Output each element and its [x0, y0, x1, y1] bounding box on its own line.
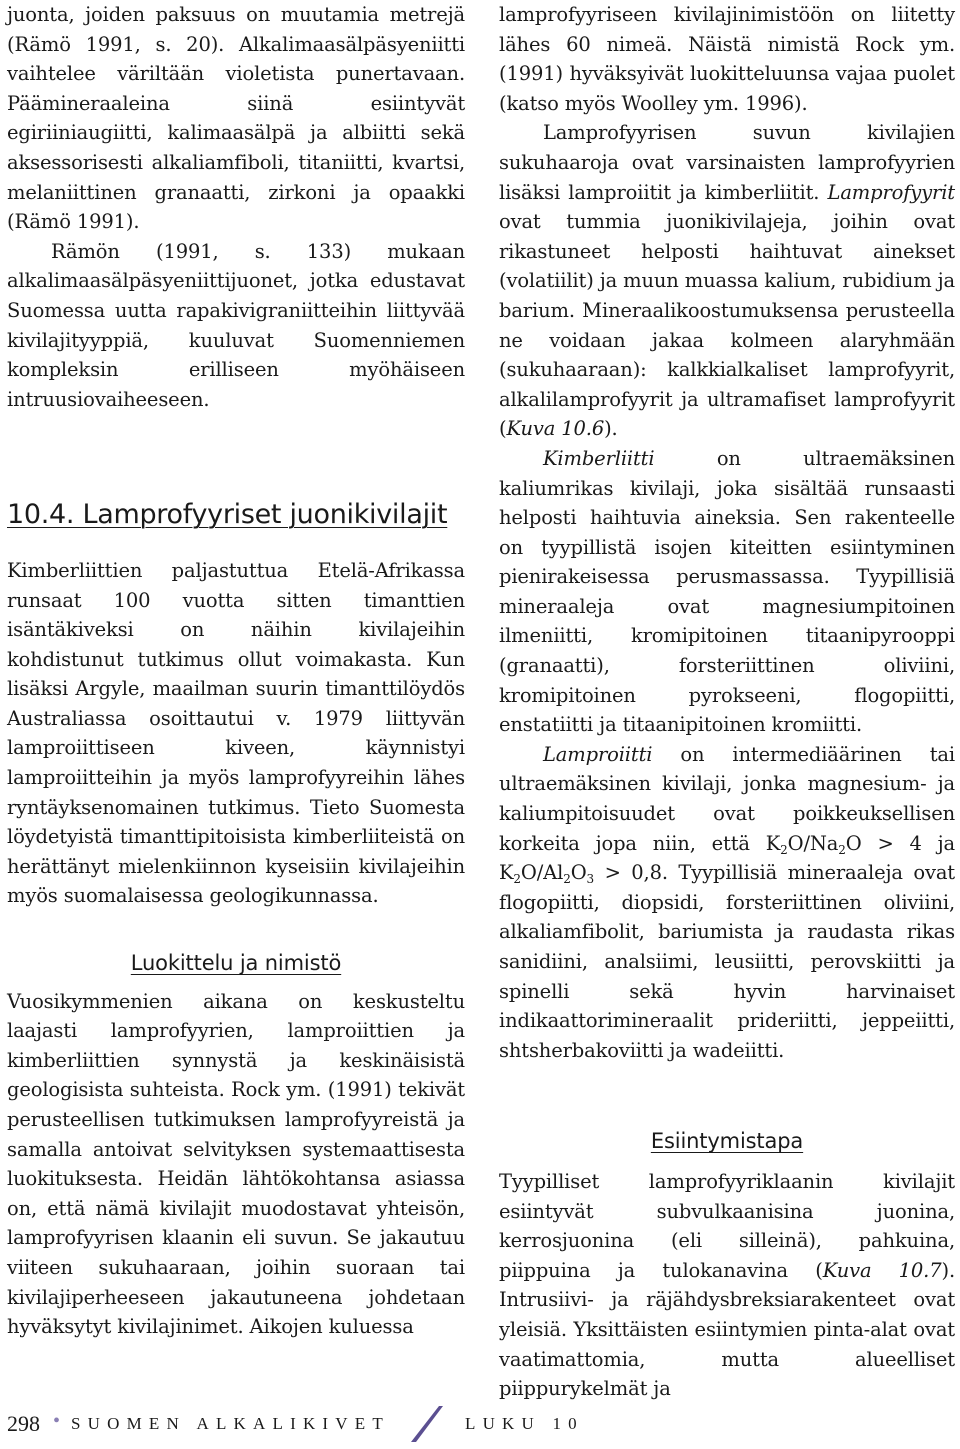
subsection-title [499, 1127, 955, 1157]
page-number: 298 [7, 1411, 40, 1436]
body-paragraph: Kimberliitti on ultraemäksinen kaliumrikas kivilaji, joka sisältää runsaasti helposti haihtuvia aineksia. Sen rakenteelle on tyypillistä isojen kiteitten esiintyminen pienirakeisessa perusmassassa. Tyypillisiä mineraaleja ovat magnesiumpitoinen ilmeniitti, kromipitoinen titaanipyrooppi (granaatti), forsteriittinen oliviini, kromipitoinen pyrokseeni, flogopiitti, enstatiitti ja titaanipitoinen kromiitti. [499, 446, 955, 737]
body-paragraph: Kimberliittien paljastuttua Etelä-Afrikassa runsaat 100 vuotta sitten timanttien isäntäkiveksi on näihin kivilajeihin kohdistunut tutkimus ollut voimakasta. Kun lisäksi Argyle, maailman suurin timanttilöydös Australiassa osoittautui v. 1979 liittyvän lamproiittiseen kiveen, käynnistyi lamproiitteihin ja myös lamprofyyreihin lähes ryntäyksenomainen tutkimus. Tieto Suomesta löydetyistä timanttipitoisista kimberliiteistä on herättänyt mielenkiinnon kyseisiin kivilajeihin myös suomalaisessa geologikunnassa. [7, 558, 465, 908]
term-italic: Kimberliitti [543, 446, 655, 470]
subsection-title-text: Luokittelu ja nimistö [130, 951, 342, 976]
page-footer [7, 1405, 607, 1445]
body-paragraph: Tyypilliset lamprofyyriklaanin kivilajit esiintyvät subvulkaanisina juonina, kerrosjuonina (eli silleinä), pahkuina, piippuina ja tulokanavina (Kuva 10.7). Intrusiivi- ja räjähdysbreksiarakenteet ovat yleisiä. Yksittäisten esiintymien pinta-alat ovat vaatimattomia, mutta alueelliset piippurykelmät ja [499, 1169, 956, 1401]
section-title-text: 10.4. Lamprofyyriset juonikivilajit [7, 499, 448, 531]
body-paragraph: Lamprofyyrisen suvun kivilajien sukuhaaroja ovat varsinaisten lamprofyyrien lisäksi lamproiitit ja kimberliitit. Lamprofyyrit ovat tummia juonikivilajeja, joihin ovat rikastuneet helposti haihtuvat ainekset (volatiilit) ja muun muassa kalium, rubidium ja barium. Mineraalikoostumuksensa perusteella ne voidaan jakaa kolmeen alaryhmään (sukuhaaraan): kalkkialkaliset lamprofyyrit, alkalilamprofyyrit ja ultramafiset lamprofyyrit (Kuva 10.6). [499, 121, 955, 441]
body-paragraph: lamprofyyriseen kivilajinimistöön on liitetty lähes 60 nimeä. Näistä nimistä Rock ym. (1991) hyväksyivät luokitteluunsa vajaa puolet (katso myös Woolley ym. 1996). [499, 3, 955, 115]
body-paragraph: Lamproiitti on intermediäärinen tai ultraemäksinen kivilaji, jonka magnesium- ja kaliumpitoisuudet ovat poikkeuksellisen korkeita jopa niin, että $K_2O/Na_2O > 4$ ja $K_2O/Al_2O_3 > 0,8$. Tyypillisiä mineraaleja ovat flogopiitti, diopsidi, forsteriittinen oliviini, alkaliamfibolit, bariumista ja raudasta rikas sanidiini, analsiimi, leusiitti, perovskiitti ja spinelli sekä hyvin harvinaiset indikaattorimineraalit prideriitti, jeppeiitti, shtsherbakoviitti ja wadeiitti. [499, 742, 955, 1062]
section-title [7, 500, 465, 530]
figure-reference: Kuva 10.6 [506, 417, 605, 441]
subsection-title-text: Esiintymistapa [650, 1129, 804, 1154]
bullet-icon: • [53, 1410, 61, 1432]
body-paragraph: Rämön (1991, s. 133) mukaan alkalimaasälpäsyeniittijuonet, jotka edustavat Suomessa uutta rapakivigraniitteihin liittyvää kivilajityyppiä, kuuluvat Suomenniemen kompleksin erilliseen myöhäiseen intruusiovaiheeseen. [7, 239, 465, 411]
body-paragraph: Vuosikymmenien aikana on keskusteltu laajasti lamprofyyrien, lamproiittien ja kimberliittien synnystä ja keskinäisistä geologisista suhteista. Rock ym. (1991) tekivät perusteellisen tutkimuksen lamprofyyreistä ja samalla antoivat selvityksen systemaattisesta luokituksesta. Heidän lähtökohtansa asiassa on, että nämä kivilajit muodostavat yhteisön, lamprofyyrisen klaanin eli suvun. Se jakautuu viiteen sukuhaaraan, joihin suoraan tai kivilajiperheeseen jakautuneena johdetaan hyväksytyt kivilajinimet. Aikojen kuluessa [7, 989, 465, 1339]
subsection-title [7, 949, 465, 979]
term-italic: Lamprofyyrit [827, 180, 955, 204]
slash-divider-icon [410, 1405, 444, 1443]
left-column [7, 0, 465, 1342]
right-column [499, 0, 955, 1404]
chapter-label: LUKU 10 [465, 1414, 584, 1433]
figure-reference: Kuva 10.7 [822, 1258, 942, 1282]
term-italic: Lamproiitti [543, 742, 653, 766]
book-title: SUOMEN ALKALIKIVET [71, 1414, 390, 1433]
body-paragraph: juonta, joiden paksuus on muutamia metrejä (Rämö 1991, s. 20). Alkalimaasälpäsyeniitti vaihtelee väriltään violetista punertavaan. Päämineraaleina siinä esiintyvät egiriiniaugiitti, kalimaasälpä ja albiitti sekä aksessorisesti alkaliamfiboli, titaniitti, kvartsi, melaniittinen granaatti, zirkoni ja opaakki (Rämö 1991). [7, 3, 465, 234]
